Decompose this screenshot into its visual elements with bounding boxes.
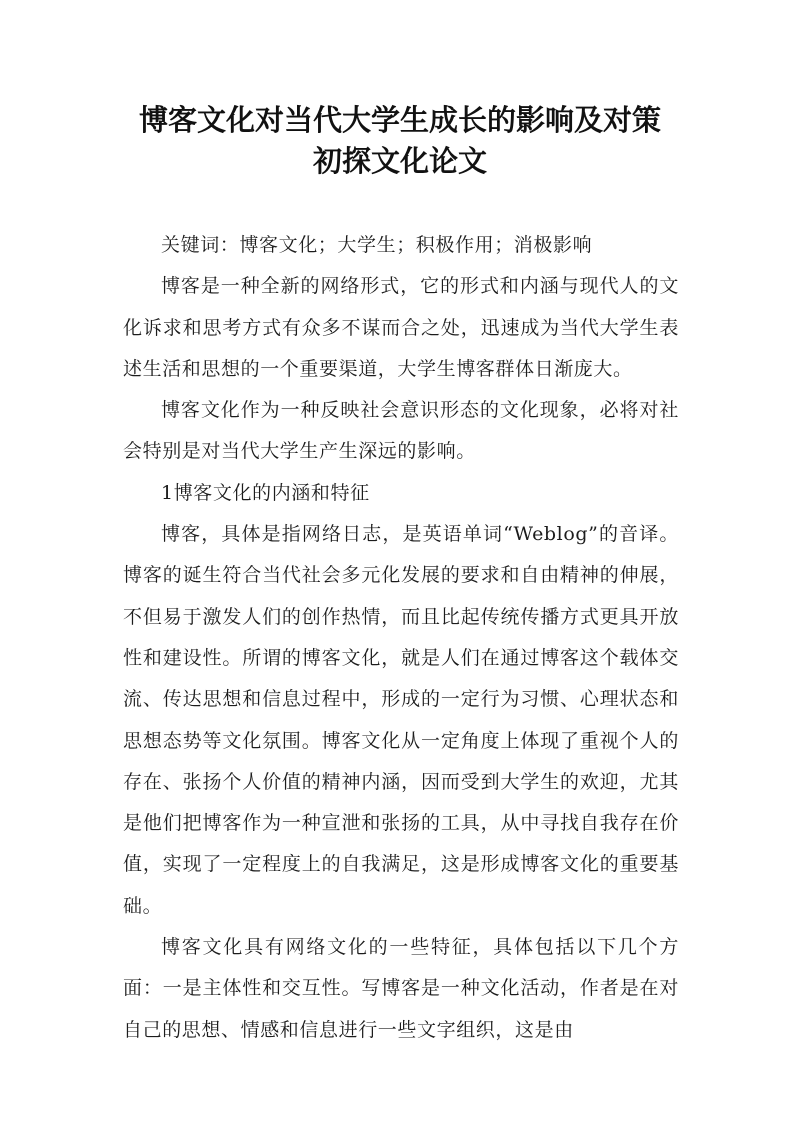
document-body xyxy=(123,225,679,1051)
document-title-line-2: 初探文化论文 xyxy=(312,144,487,178)
body-paragraph: 博客文化作为一种反映社会意识形态的文化现象，必将对社会特别是对当代大学生产生深远的影响。 xyxy=(123,399,679,463)
body-paragraph: 博客是一种全新的网络形式，它的形式和内涵与现代人的文化诉求和思考方式有众多不谋而合之处，迅速成为当代大学生表述生活和思想的一个重要渠道，大学生博客群体日渐庞大。 xyxy=(123,275,679,380)
body-paragraph: 博客，具体是指网络日志，是英语单词“Weblog”的音译。博客的诞生符合当代社会多元化发展的要求和自由精神的伸展，不但易于激发人们的创作热情，而且比起传统传播方式更具开放性和建设性。所谓的博客文化，就是人们在通过博客这个载体交流、传达思想和信息过程中，形成的一定行为习惯、心理状态和思想态势等文化氛围。博客文化从一定角度上体现了重视个人的存在、张扬个人价值的精神内涵，因而受到大学生的欢迎，尤其是他们把博客作为一种宣泄和张扬的工具，从中寻找自我存在价值，实现了一定程度上的自我满足，这是形成博客文化的重要基础。 xyxy=(123,523,679,917)
section-heading: 1博客文化的内涵和特征 xyxy=(161,481,370,504)
keywords-line: 关键词：博客文化；大学生；积极作用；消极影响 xyxy=(161,234,593,256)
body-paragraph: 博客文化具有网络文化的一些特征，具体包括以下几个方面：一是主体性和交互性。写博客是一种文化活动，作者是在对自己的思想、情感和信息进行一些文字组织，这是由 xyxy=(123,936,679,1041)
document-title-line-1: 博客文化对当代大学生成长的影响及对策 xyxy=(138,103,661,137)
